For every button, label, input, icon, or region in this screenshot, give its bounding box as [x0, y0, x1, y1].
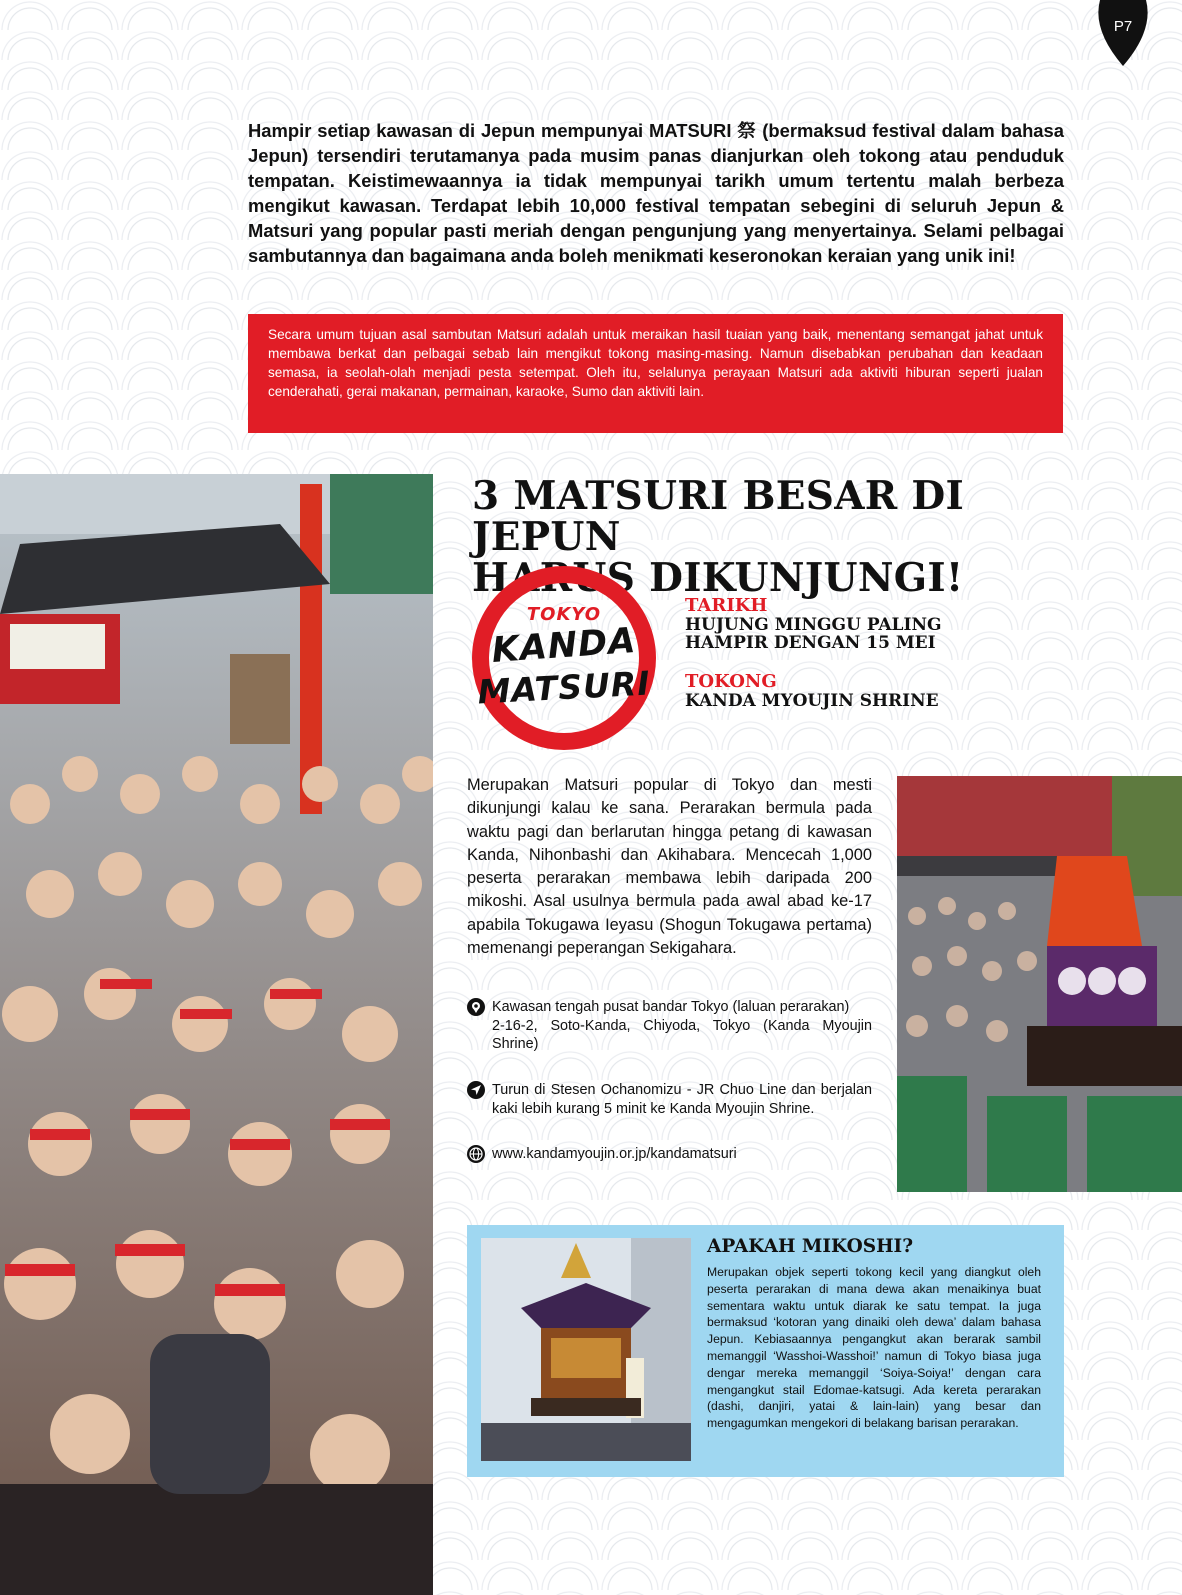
globe-icon	[467, 1145, 485, 1163]
parade-illustration	[897, 776, 1182, 1192]
shrine-value: KANDA MYOUJIN SHRINE	[685, 691, 939, 711]
intro-paragraph: Hampir setiap kawasan di Jepun mempunyai MATSURI 祭 (bermaksud festival dalam bahasa Jepun) tersendiri terutamanya pada musim panas dianjurkan oleh tokong atau penduduk tempatan. Keistimewaannya ia tidak mempunyai tarikh umum tertentu malah berbeza mengikut kawasan. Terdapat lebih 10,000 festival tempatan sebegini di seluruh Jepun & Matsuri yang popular pasti meriah dengan pengunjung yang menyertainya. Selami pelbagai sambutannya dan bagaimana anda boleh menikmati keseronokan keraian yang unik ini!	[248, 120, 1064, 266]
logo-matsuri-text: MATSURI	[476, 663, 652, 712]
location-line-1: Kawasan tengah pusat bandar Tokyo (laluan perarakan)	[492, 999, 850, 1015]
website-detail	[467, 1145, 872, 1164]
logo-kanda-text: KANDA	[490, 621, 638, 671]
date-value-line-1: HUJUNG MINGGU PALING	[685, 615, 942, 635]
mikoshi-text: Merupakan objek seperti tokong kecil yang diangkut oleh peserta perarakan di mana dewa akan menaikinya buat sementara waktu untuk diarak ke satu tempat. Ia juga bermaksud ‘kotoran yang dinaiki oleh dewa’ dalam bahasa Jepun. Kebiasaannya pengangkut akan berarak sambil memanggil ‘Wasshoi-Wasshoi!’ namun di Tokyo biasa juga dengar mereka memanggil ‘Soiya-Soiya!’ dengan cara mengangkut stail Edomae-katsugi. Ada kereta perarakan (dashi, danjiri, yatai & lain-lain) yang besar dan mengagumkan mengekori di belakang barisan perarakan.	[707, 1265, 1041, 1431]
date-label: TARIKH	[685, 595, 768, 616]
navigation-arrow-icon	[467, 1081, 485, 1099]
access-detail	[467, 1081, 872, 1118]
highlight-box	[248, 314, 1063, 433]
crowd-illustration	[0, 474, 433, 1595]
festival-info	[685, 596, 1005, 710]
festival-description: Merupakan Matsuri popular di Tokyo dan mesti dikunjungi kalau ke sana. Perarakan bermula pada waktu pagi dan berlarutan hingga petang di kawasan Kanda, Nihonbashi dan Akihabara. Mencecah 1,000 peserta perarakan membawa lebih daripada 200 mikoshi. Asal usulnya bermula pada awal abad ke-17 apabila Tokugawa Ieyasu (Shogun Tokugawa pertama) memenangi peperangan Sekigahara.	[467, 776, 872, 958]
location-line-2: 2-16-2, Soto-Kanda, Chiyoda, Tokyo (Kanda Myoujin Shrine)	[492, 1017, 872, 1053]
kanda-matsuri-logo	[472, 566, 662, 761]
page-number: P7	[1113, 18, 1133, 35]
page-number-marker	[1094, 0, 1152, 66]
mikoshi-parade-photo	[897, 776, 1182, 1192]
mikoshi-photo	[481, 1238, 691, 1461]
mikoshi-illustration	[481, 1238, 691, 1461]
logo-tokyo-text: TOKYO	[526, 604, 602, 625]
festival-crowd-photo	[0, 474, 433, 1595]
website-link[interactable]: www.kandamyoujin.or.jp/kandamatsuri	[492, 1146, 737, 1162]
location-pin-icon	[467, 998, 485, 1016]
access-text: Turun di Stesen Ochanomizu - JR Chuo Line dan berjalan kaki lebih kurang 5 minit ke Kanda Myoujin Shrine.	[492, 1082, 872, 1117]
headline-line-1: 3 MATSURI BESAR DI JEPUN	[472, 473, 965, 560]
shrine-label: TOKONG	[685, 671, 777, 692]
headline-line-2: HARUS DIKUNJUNGI!	[472, 555, 964, 601]
mikoshi-title: APAKAH MIKOSHI?	[707, 1236, 914, 1257]
date-value-line-2: HAMPIR DENGAN 15 MEI	[685, 633, 936, 653]
highlight-text: Secara umum tujuan asal sambutan Matsuri adalah untuk meraikan hasil tuaian yang baik, menentang semangat jahat untuk membawa berkat dan pelbagai sebab lain mengikut tokong masing-masing. Namun disebabkan perubahan dan keadaan semasa, ia seolah-olah menjadi pesta setempat. Oleh itu, selalunya perayaan Matsuri ada aktiviti hiburan seperti jualan cenderahati, gerai makanan, permainan, karaoke, Sumo dan aktiviti lain.	[268, 327, 1043, 399]
location-detail	[467, 998, 872, 1054]
